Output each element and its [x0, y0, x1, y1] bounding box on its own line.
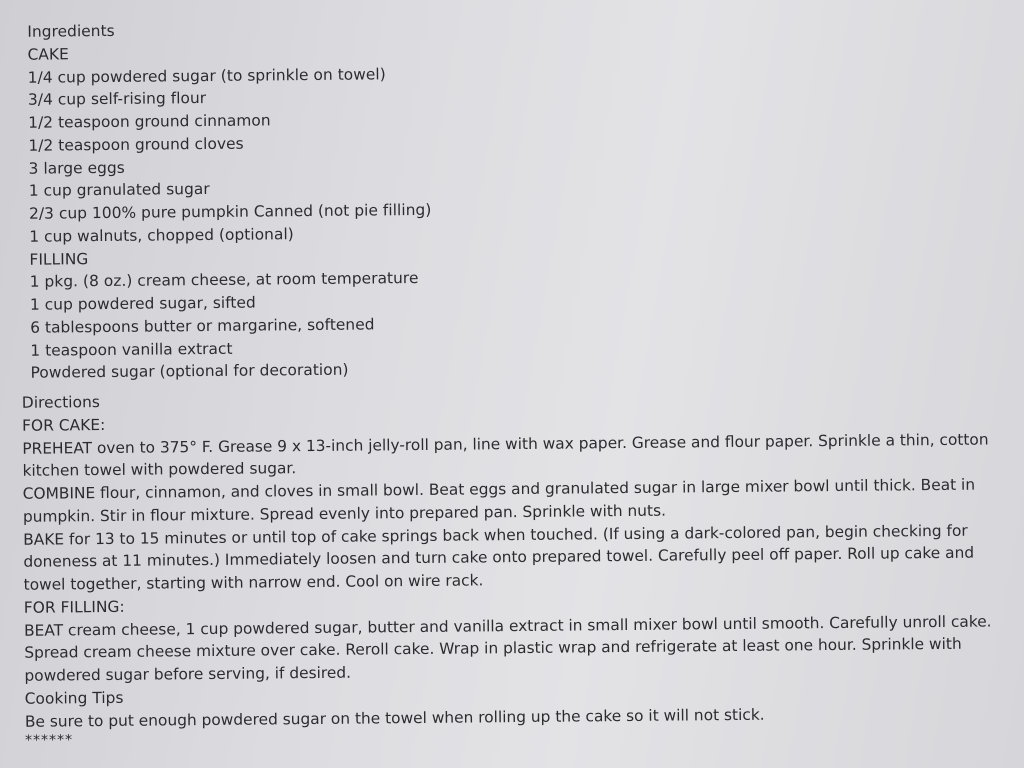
cake-heading: CAKE [27, 45, 69, 64]
cooking-tip: Be sure to put enough powdered sugar on the towel when rolling up the cake so it will not stick. [24, 705, 765, 731]
filling-ingredient: 6 tablespoons butter or margarine, softened [30, 315, 375, 337]
cake-ingredient: 1/4 cup powdered sugar (to sprinkle on towel) [27, 64, 386, 87]
filling-ingredient: Powdered sugar (optional for decoration) [30, 360, 349, 382]
directions-heading: Directions [21, 393, 100, 412]
cake-ingredient: 1 cup walnuts, chopped (optional) [29, 224, 294, 246]
ingredients-heading: Ingredients [27, 21, 115, 41]
filling-heading: FILLING [29, 249, 89, 269]
ingredients-section [27, 12, 990, 385]
cake-ingredient: 2/3 cup 100% pure pumpkin Canned (not pie filling) [28, 200, 432, 223]
filling-ingredient: 1 cup powdered sugar, sifted [29, 293, 256, 314]
cake-ingredient: 3 large eggs [28, 158, 125, 178]
cooking-tips-heading: Cooking Tips [24, 688, 124, 708]
preheat-step: PREHEAT oven to 375° F. Grease 9 x 13-inch jelly-roll pan, line with wax paper. Grease and flour paper. Sprinkle a thin, cotton kitchen towel with powdered sugar. [22, 430, 989, 481]
cake-ingredient: 1/2 teaspoon ground cinnamon [28, 111, 271, 132]
combine-step: COMBINE flour, cinnamon, and cloves in small bowl. Beat eggs and granulated sugar in large mixer bowl until thick. Beat in pumpkin. Stir in flour mixture. Spread evenly into prepared pan. Sprinkle with nuts. [22, 475, 976, 526]
cake-ingredient: 3/4 cup self-rising flour [27, 89, 207, 109]
cake-ingredient: 1/2 teaspoon ground cloves [28, 134, 244, 155]
cake-ingredient: 1 cup granulated sugar [28, 180, 210, 200]
bake-step: BAKE for 13 to 15 minutes or until top of cake springs back when touched. (If using a dark-colored pan, begin checking for doneness at 11 minutes.) Immediately loosen and turn cake onto prepared towel. Carefully peel off paper. Roll up cake and towel together, starting with narrow end. Cool on wire rack. [23, 521, 975, 594]
for-cake-heading: FOR CAKE: [21, 415, 106, 435]
beat-step: BEAT cream cheese, 1 cup powdered sugar, butter and vanilla extract in small mixer bowl until smooth. Carefully unroll cake. Spread cream cheese mixture over cake. Reroll cake. Wrap in plastic wrap and refrigerate at least one hour. Sprinkle with powdered sugar before serving, if desired. [23, 612, 992, 685]
end-marker: ****** [25, 732, 74, 750]
filling-ingredient: 1 pkg. (8 oz.) cream cheese, at room temperature [29, 269, 419, 291]
for-filling-heading: FOR FILLING: [23, 597, 125, 617]
filling-ingredient: 1 teaspoon vanilla extract [30, 339, 233, 360]
directions-section [22, 382, 1015, 749]
